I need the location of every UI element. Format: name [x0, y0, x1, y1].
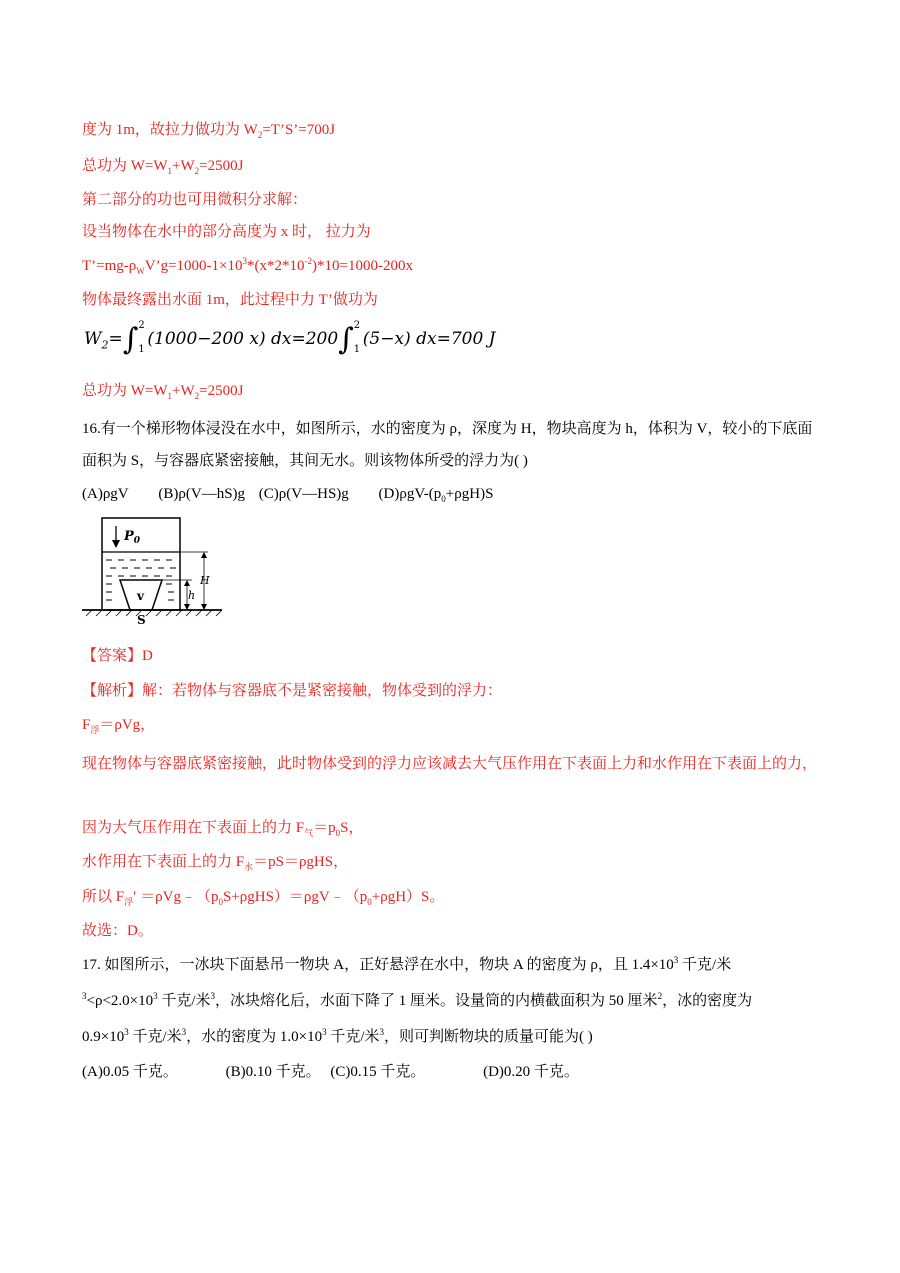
area-label: S	[137, 613, 146, 626]
analysis-formula-1: $F_浮=\rho Vg$，	[82, 717, 156, 735]
option-c: (C)ρ(V—HS)g	[258, 486, 349, 502]
integral-formula: $W_2=\int$ 2 1 (1000−200 x) dx=200∫ 2 1 (5−x) dx=700 J	[84, 320, 496, 357]
question-17-line-2: $^3<\rho<2.0\times 10^3$ 千克/米$^3$，冰块熔化后，水面下降了 1 厘米。设量筒的内横截面积为 50 厘米$^2$，冰的密度为	[82, 991, 753, 1009]
solution-line-6: 物体最终露出水面 1m，此过程中力 T’做功为	[82, 292, 378, 308]
question-17-line-3: $0.9\times 10^3$ 千克/米$^3$，水的密度为 $1.0\times 10^3$ 千克/米$^3$，则可判断物块的质量可能为( )	[82, 1027, 593, 1045]
solution-line-1: 度为 1m，故拉力做功为 $W_2=T’S’=700J$	[82, 122, 336, 140]
option-d: $(D)\rho gV-(p_0+\rho gH)S$	[378, 486, 494, 504]
analysis-conclusion: 故选：D。	[82, 923, 153, 939]
solution-line-4: 设当物体在水中的部分高度为 x 时， 拉力为	[82, 224, 371, 240]
solution-line-5: $T’=mg-\rho_WV’g=1000-1\times 10^3*(x*2*10^{-2})*10=1000-200x$	[82, 256, 413, 276]
question-17-options	[82, 1062, 579, 1082]
solution-line-7: 总功为 $W=W_1+W_2=2500J$	[82, 383, 244, 401]
analysis-paragraph-4: 水作用在下表面上的力 $F_水=pS=\rho gHS$，	[82, 854, 349, 872]
option-c: (C)0.15 千克。	[330, 1064, 426, 1080]
analysis-paragraph-5: 所以 $F_浮'$ $=\rho Vg﹣(p_0S+\rho gHS)=\rho gV﹣(p_0+\rho gH)S$。	[82, 889, 445, 907]
question-17-line-1: 17. 如图所示，一冰块下面悬吊一物块 A，正好悬浮在水中，物块 A 的密度为 ρ，且 $1.4\times 10^3$ 千克/米	[82, 955, 732, 973]
solution-line-2: 总功为 $W=W_1+W_2=2500J$	[82, 158, 244, 176]
option-d: (D)0.20 千克。	[483, 1064, 579, 1080]
h-depth-label: H	[200, 574, 210, 587]
object-height-label: h	[188, 589, 196, 602]
analysis-line: 【解析】解：若物体与容器底不是紧密接触，物体受到的浮力：	[82, 683, 503, 699]
answer-line: 【答案】D	[82, 648, 153, 664]
question-16-stem: 16.有一个梯形物体浸没在水中，如图所示，水的密度为 ρ，深度为 H，物块高度为 h，体积为 V，较小的下底面面积为 S，与容器底紧密接触，其间无水。则该物体所受的浮力为( )	[82, 421, 813, 469]
question-16-options	[82, 484, 493, 504]
option-a: (A)ρgV	[82, 486, 129, 502]
option-b: (B)0.10 千克。	[225, 1064, 321, 1080]
volume-label: v	[137, 589, 144, 603]
analysis-paragraph-3: 因为大气压作用在下表面上的力 $F_气=p_0S$，	[82, 820, 364, 838]
p0-label: $P_0$	[124, 529, 141, 546]
option-a: (A)0.05 千克。	[82, 1064, 178, 1080]
buoyancy-figure	[82, 516, 222, 626]
analysis-paragraph-2: 现在物体与容器底紧密接触，此时物体受到的浮力应该减去大气压作用在下表面上力和水作用在下表面上的力，	[82, 756, 818, 772]
option-b: (B)ρ(V—hS)g	[158, 486, 246, 502]
solution-line-3: 第二部分的功也可用微积分求解：	[82, 192, 308, 208]
